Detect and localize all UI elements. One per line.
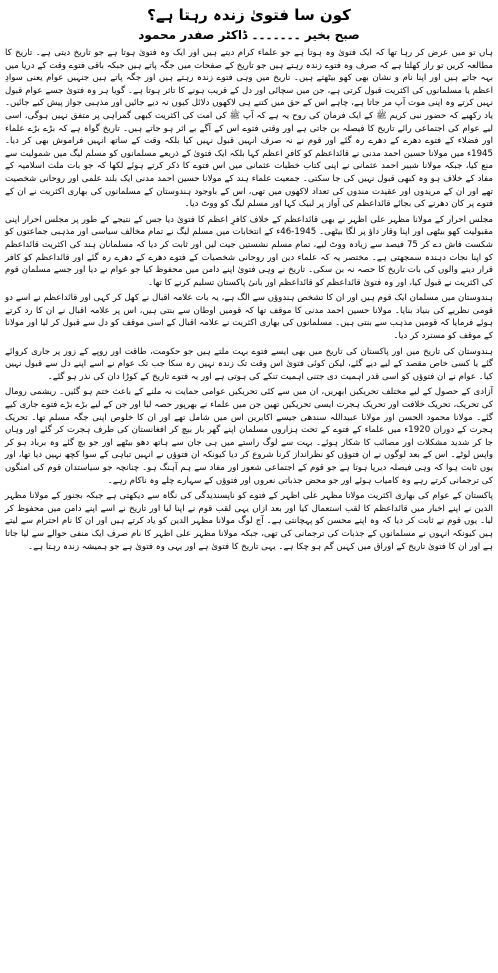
article-body	[5, 47, 493, 553]
article-paragraph: پاکستان کے عوام کی بھاری اکثریت مولانا مظہر علی اظہر کے فتوے کو ناپسندیدگی کی نگاہ سے دیکھتی ہے جبکہ بجنور کے مولانا مظہر الدین نے اپنے اخبار میں قائداعظم کا لقب استعمال کیا اور بعد ازاں یہی لقب قوم نے اپنا لیا اور تاریخ نے اسے اپنے دامن میں محفوظ کر لیا۔ یوں قوم نے ثابت کر دیا کہ وہ اپنے محسن کو پہچانتی ہے۔ آج لوگ مولانا مظہر الدین کو یاد کرتے ہیں اور ان کا نام احترام سے لیتے ہیں کیونکہ انہوں نے مسلمانوں کے جذبات کی ترجمانی کی تھی، جبکہ مولانا مظہر علی اظہر کا نام صرف ایک منفی حوالے سے لیا جاتا ہے اور ان کا فتویٰ تاریخ کے اوراق میں کہیں گم ہو چکا ہے۔ یہی تاریخ کا فتویٰ ہے اور یہی وہ فتویٰ ہے جو ہمیشہ زندہ رہتا ہے۔	[5, 491, 493, 552]
byline-separator: ۔۔۔۔۔۔۔	[251, 28, 301, 42]
article-paragraph: آزادی کے حصول کے لیے مختلف تحریکیں ابھریں، ان میں سے کئی تحریکیں عوامی حمایت نہ ملنے کے باعث ختم ہو گئیں۔ ریشمی رومال کی تحریک، تحریک خلافت اور تحریک ہجرت ایسی تحریکیں تھیں جن میں علماء نے بھرپور حصہ لیا اور جن کے لیے بڑے بڑے فتوے جاری کیے گئے۔ مولانا محمود الحسن اور مولانا عبیداللہ سندھی جیسے اکابرین اس میں شامل تھے اور ان کا خلوص اپنی جگہ مسلم تھا۔ تحریک ہجرت کے دوران 1920ء میں علماء کے فتوے کے تحت ہزاروں مسلمان اپنے گھر بار بیچ کر افغانستان کی طرف ہجرت کر گئے اور وہاں جا کر شدید مشکلات اور مصائب کا شکار ہوئے۔ بہت سے لوگ راستے میں ہی جان سے ہاتھ دھو بیٹھے اور جو بچ گئے وہ برباد ہو کر واپس لوٹے۔ اس کے بعد لوگوں نے ان فتوؤں کو نظرانداز کرنا شروع کر دیا کیونکہ ان فتوؤں نے انہیں تباہی کے سوا کچھ نہیں دیا تھا، اور یوں ثابت ہوا کہ وہی فیصلہ دیرپا ہوتا ہے جو قوم کے اجتماعی شعور اور مفاد سے ہم آہنگ ہو۔ چنانچہ جو سیاستدان قوم کی امنگوں کی ترجمانی کرتے رہے وہ کامیاب ہوئے اور جو محض جذباتی نعروں اور فتوؤں کے سہارے چلے وہ ناکام رہے۔	[5, 387, 493, 486]
article-paragraph: مجلس احرار کے مولانا مظہر علی اظہر نے بھی قائداعظم کے خلاف کافرِ اعظم کا فتویٰ دیا جس کے نتیجے کے طور پر مجلس احرار اپنی مقبولیت کھو بیٹھی اور اپنا وقار داؤ پر لگا بیٹھی۔ 1945-46ء کے انتخابات میں مسلم لیگ نے تمام مخالف سیاسی اور مذہبی جماعتوں کو شکست فاش دے کر 75 فیصد سے زیادہ ووٹ لیے، تمام مسلم نشستیں جیت لیں اور ثابت کر دیا کہ مسلمانان ہند کی اکثریت قائداعظم کو اپنا نجات دہندہ سمجھتی ہے۔ مختصر یہ کہ علماء دین اور روحانی شخصیات کے فتوے دھرے کے دھرے رہ گئے اور قائداعظم کو کافر قرار دینے والوں کی بات تاریخ کا حصہ نہ بن سکی۔ تاریخ نے وہی فتویٰ اپنے دامن میں محفوظ کیا جو عوام نے دیا اور جسے مسلمان قوم کی اکثریت نے قبول کیا، اور وہ فتویٰ قائداعظم کو قائداعظم اور بانیٔ پاکستان تسلیم کرنے کا تھا۔	[5, 214, 493, 288]
article-paragraph: ہندوستان کی تاریخ میں اور پاکستان کی تاریخ میں بھی ایسے فتوے بہت ملتے ہیں جو حکومت، طاقت اور روپے کے زور پر جاری کروائے گئے یا کسی خاص مقصد کے لیے دیے گئے، لیکن کوئی فتویٰ اس وقت تک زندہ نہیں رہ سکا جب تک عوام نے اسے اپنے دل سے قبول نہیں کیا۔ عوام نے ان فتوؤں کو اسی قدر اہمیت دی جتنی اہمیت تنکے کی ہوتی ہے اور یہ فتوے تاریخ کے کوڑا دان کی نذر ہو گئے۔	[5, 346, 493, 382]
article-headline: کون سا فتویٰ زندہ رہتا ہے؟	[147, 6, 351, 24]
article-byline	[5, 26, 493, 44]
article-paragraph: ہاں تو میں عرض کر رہا تھا کہ ایک فتویٰ وہ ہوتا ہے جو علماء کرام دیتے ہیں اور ایک وہ فتویٰ ہوتا ہے جو تاریخ دیتی ہے۔ تاریخ کا مطالعہ کریں تو راز کھلتا ہے کہ صرف وہ فتوے زندہ رہتے ہیں جو تاریخ کے صفحات میں جگہ پاتے ہیں جبکہ باقی فتوے وقت کے دریا میں بہہ جاتے ہیں اور اپنا نام و نشان بھی کھو بیٹھتے ہیں۔ تاریخ میں وہی فتوے زندہ رہتے ہیں اور جگہ پاتے ہیں جنہیں عوام یعنی سوادِ اعظم یا مسلمانوں کی اکثریت قبول کرتی ہے، جن میں سچائی اور دل کے قریب ہونے کا تاثر ہوتا ہے۔ گویا ہر وہ فتویٰ جسے عوام قبول نہیں کرتے وہ اپنی موت آپ مر جاتا ہے، چاہے اس کے حق میں کتنے ہی لاکھوں دلائل کیوں نہ دیے جائیں اور مذہبی جواز پیش کیے جائیں۔ یاد رکھیے کہ حضور نبی کریم ﷺ کے ایک فرمان کی روح یہ ہے کہ آپ ﷺ کی امت کی اکثریت کبھی گمراہی پر متفق نہیں ہوگی، اسی لیے عوام کی اجتماعی رائے تاریخ کا فیصلہ بن جاتی ہے اور وقتی فتوے اس کے آگے بے اثر ہو جاتے ہیں۔ تاریخ گواہ ہے کہ بڑے بڑے علماء اور فضلاء کے فتوے دھرے کے دھرے رہ گئے اور قوم نے نہ صرف انہیں قبول نہیں کیا بلکہ وقت کے ساتھ انہیں فراموش بھی کر دیا۔ 1945ء میں مولانا حسین احمد مدنی نے قائداعظم کو کافرِ اعظم کہا بلکہ ایک فتویٰ کے ذریعے مسلمانوں کو مسلم لیگ میں شمولیت سے منع کیا، جبکہ مولانا شبیر احمد عثمانی نے اپنی کتاب خطبات عثمانی میں اس فتوے کا ذکر کرتے ہوئے لکھا کہ جو بات ملت اسلامیہ کے مفاد کے خلاف ہو وہ کبھی قبول نہیں کی جا سکتی۔ جمعیت علماء ہند کے مولانا حسین احمد مدنی ایک بلند علمی اور روحانی شخصیت تھے اور ان کے مریدوں اور عقیدت مندوں کی تعداد لاکھوں میں تھی، اس کے باوجود ہندوستان کے مسلمانوں کی بھاری اکثریت نے ان کے فتوے پر کان دھرنے کی بجائے قائداعظم کی آواز پر لبیک کہا اور مسلم لیگ کو ووٹ دیا۔	[5, 48, 493, 210]
article-paragraph: ہندوستان میں مسلمان ایک قوم ہیں اور ان کا تشخص ہندوؤں سے الگ ہے، یہ بات علامہ اقبال نے کھل کر کہی اور قائداعظم نے اسے دو قومی نظریے کی بنیاد بنایا۔ مولانا حسین احمد مدنی کا موقف تھا کہ قومیں اوطان سے بنتی ہیں، اس پر علامہ اقبال نے ان کا رد کرتے ہوئے فرمایا کہ قومیں مذہب سے بنتی ہیں۔ مسلمانوں کی بھاری اکثریت نے علامہ اقبال کے اسی موقف کو دل سے قبول کر لیا اور مولانا کے موقف کو مسترد کر دیا۔	[5, 293, 493, 342]
column-name: صبح بخیر	[304, 28, 360, 42]
author-name: ڈاکٹر صفدر محمود	[138, 28, 248, 42]
